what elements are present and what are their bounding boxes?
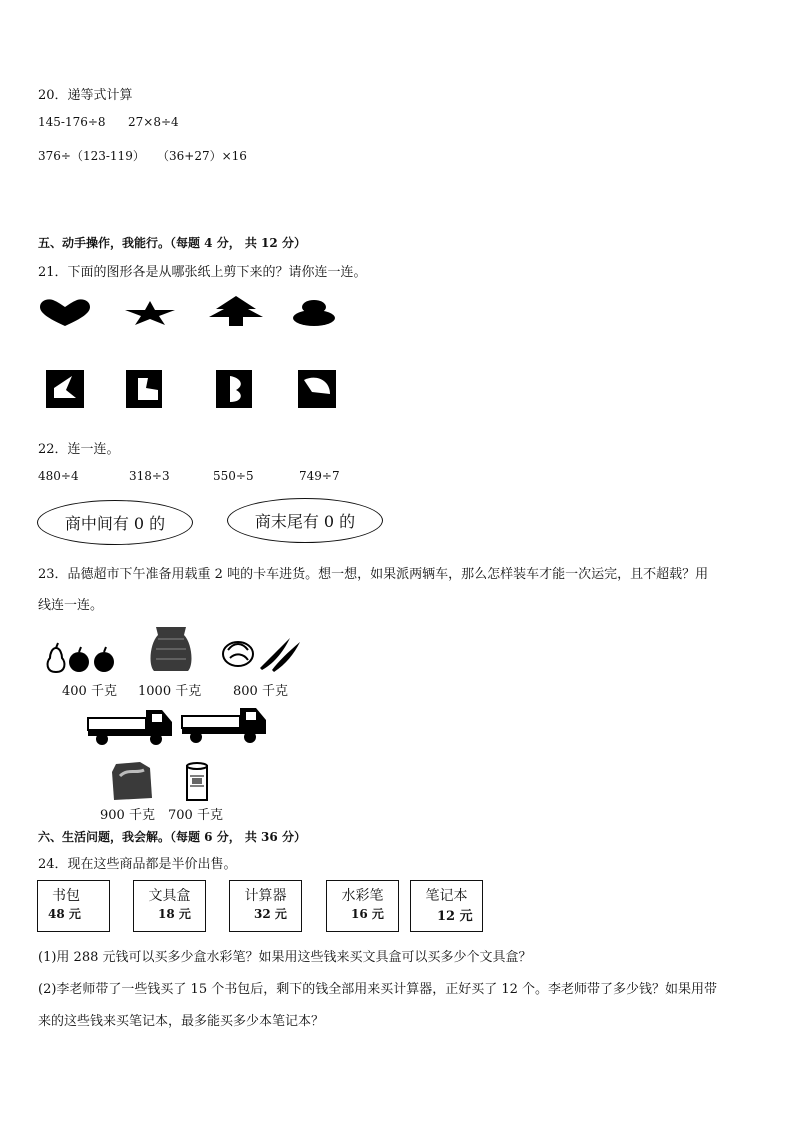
goods-name: 书包 [52, 888, 80, 904]
q24-sub2-line2: 来的这些钱来买笔记本，最多能买多少本笔记本？ [38, 1014, 325, 1029]
goods-box-notebook [410, 880, 483, 932]
q20-expr-4: （36+27）×16 [157, 149, 247, 163]
vegetables-icon [220, 632, 302, 672]
oval-end-zero[interactable] [227, 498, 383, 543]
arrow-tree-icon [208, 295, 264, 327]
q22-expr-2: 318÷3 [129, 469, 170, 483]
heart-icon [38, 298, 92, 328]
goods-box-watercolor-pen [326, 880, 399, 932]
goods-name: 水彩笔 [341, 888, 384, 904]
q22-title: 22．连一连。 [38, 442, 120, 457]
truck-icon-1[interactable] [86, 704, 174, 746]
goods-name: 笔记本 [425, 888, 468, 904]
q20-title: 20．递等式计算 [38, 88, 133, 103]
goods-900-label: 900 千克 [100, 808, 155, 823]
paper-a-icon [46, 370, 84, 408]
goods-name: 计算器 [244, 888, 287, 904]
goods-price: 32 元 [254, 907, 287, 921]
q23-text-line1: 23．品德超市下午准备用载重 2 吨的卡车进货。想一想，如果派两辆车，那么怎样装车才能一次运完，且不超载？用 [38, 567, 709, 582]
bag-icon [110, 760, 154, 802]
goods-1000-label: 1000 千克 [138, 684, 202, 699]
goods-box-pencil-case [133, 880, 206, 932]
q20-expr-2: 27×8÷4 [128, 115, 179, 129]
q20-expr-1: 145-176÷8 [38, 115, 106, 129]
q22-expr-3: 550÷5 [213, 469, 254, 483]
paper-c-icon [216, 370, 252, 408]
q21-title: 21．下面的图形各是从哪张纸上剪下来的？请你连一连。 [38, 265, 367, 280]
q24-sub2-line1: (2)李老师带了一些钱买了 15 个书包后，剩下的钱全部用来买计算器，正好买了 12 个。李老师带了多少钱？如果用带 [38, 982, 718, 997]
goods-400-label: 400 千克 [62, 684, 117, 699]
q24-sub1: (1)用 288 元钱可以买多少盒水彩笔？如果用这些钱来买文具盒可以买多少个文具盒？ [38, 950, 532, 965]
paper-d-icon [298, 370, 336, 408]
oval-middle-zero[interactable] [37, 500, 193, 545]
oval-end-zero-label: 商末尾有 0 的 [254, 512, 356, 531]
q20-expr-3: 376÷（123-119） [38, 149, 145, 163]
fruit-icon [46, 642, 118, 674]
goods-name: 文具盒 [148, 888, 191, 904]
goods-price: 48 元 [48, 907, 81, 921]
oval-middle-zero-label: 商中间有 0 的 [64, 514, 166, 533]
goods-700-label: 700 千克 [168, 808, 223, 823]
section-6-heading: 六、生活问题，我会解。（每题 6 分， 共 36 分） [38, 830, 306, 844]
goods-price: 12 元 [437, 909, 473, 924]
section-5-heading: 五、动手操作，我能行。（每题 4 分， 共 12 分） [38, 236, 306, 250]
paper-b-icon [126, 370, 162, 408]
truck-icon-2[interactable] [180, 702, 268, 744]
q22-expr-4: 749÷7 [299, 469, 340, 483]
sack-icon [148, 625, 194, 673]
can-icon [184, 762, 210, 802]
figure-eight-icon [292, 299, 336, 327]
goods-box-calculator [229, 880, 302, 932]
goods-800-label: 800 千克 [233, 684, 288, 699]
goods-price: 18 元 [158, 907, 191, 921]
goods-box-schoolbag [37, 880, 110, 932]
q23-text-line2: 线连一连。 [38, 598, 104, 613]
star-icon [124, 300, 176, 326]
q24-title: 24．现在这些商品都是半价出售。 [38, 857, 237, 872]
q22-expr-1: 480÷4 [38, 469, 79, 483]
goods-price: 16 元 [351, 907, 384, 921]
